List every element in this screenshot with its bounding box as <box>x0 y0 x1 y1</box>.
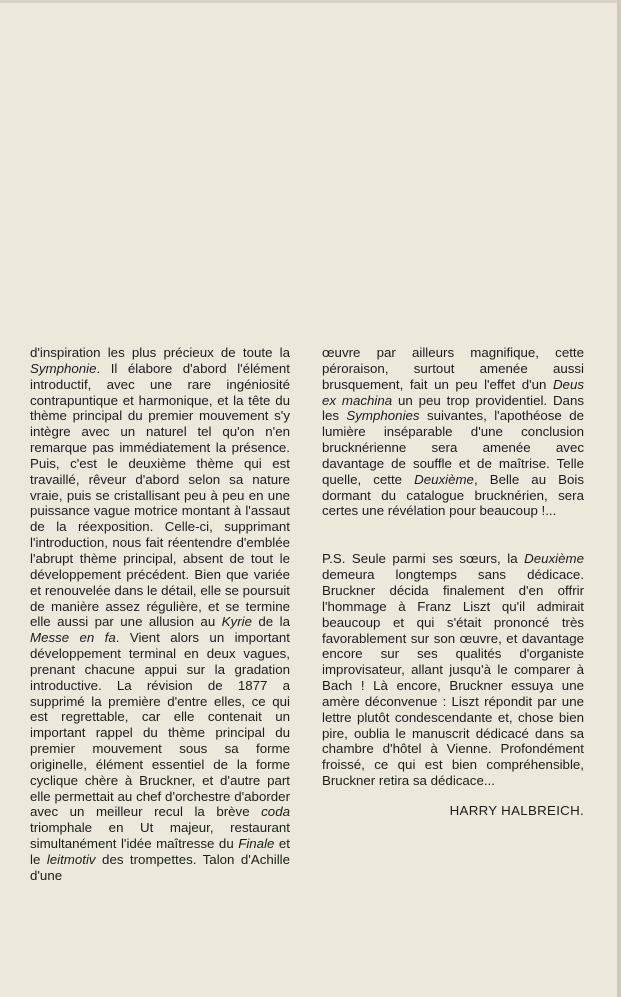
postscript-paragraph: P.S. Seule parmi ses sœurs, la Deuxième demeura longtemps sans dédicace. Bruckner décida finalement d'en offrir l'hommage à Franz Liszt qu'il admirait beaucoup et qui s'était prononcé très favorablement sur son œuvre, et davantage encore sur ses qualités d'organiste improvisateur, allant jusqu'à le comparer à Bach ! Là encore, Bruckner essuya une amère déconvenue : Liszt répondit par une lettre plutôt condescendante et, chose bien pire, oublia le manuscrit dédicacé dans sa chambre d'hôtel à Vienne. Profondément froissé, ce qui est bien compréhensible, Bruckner retira sa dédicace... <box>322 551 584 789</box>
right-column <box>322 345 584 819</box>
author-signature: HARRY HALBREICH. <box>449 802 584 818</box>
page-edge-right <box>617 0 621 997</box>
page-edge <box>0 0 621 3</box>
left-paragraph: d'inspiration les plus précieux de toute la Symphonie. Il élabore d'abord l'élément introductif, avec une rare ingéniosité contrapuntique et harmonique, et la tête du thème principal du premier mouvement s'y intègre avec un naturel tel qu'on n'en remarque pas immédiatement la présence. Puis, c'est le deuxième thème qui est travaillé, rêveur d'abord selon sa nature vraie, puis se cristallisant peu à peu en une puissance vague motrice montant à l'assaut de la réexposition. Celle-ci, supprimant l'introduction, nous fait réentendre d'emblée l'abrupt thème principal, absent de tout le développement précédent. Bien que variée et renouvelée dans le détail, elle se poursuit de manière assez régulière, et se termine elle aussi par une allusion au Kyrie de la Messe en fa. Vient alors un important développement terminal en deux vagues, prenant chacune appui sur la gradation introductive. La révision de 1877 a supprimé la première d'entre elles, ce qui est regrettable, car elle contenait un important rappel du thème principal du premier mouvement sous sa forme originelle, élément essentiel de la forme cyclique chère à Bruckner, et d'autre part elle permettait au chef d'orchestre d'aborder avec un meilleur recul la brève coda triomphale en Ut majeur, restaurant simultanément l'idée maîtresse du Finale et le leitmotiv des trompettes. Talon d'Achille d'une <box>30 345 290 883</box>
right-paragraph: œuvre par ailleurs magnifique, cette péroraison, surtout amenée aussi brusquement, fait un peu l'effet d'un Deus ex machina un peu trop providentiel. Dans les Symphonies suivantes, l'apothéose de lumière inséparable d'une conclusion brucknérienne sera amenée avec davantage de souffle et de maîtrise. Telle quelle, cette Deuxième, Belle au Bois dormant du catalogue brucknérien, sera certes une révélation pour beaucoup !... <box>322 345 584 519</box>
left-column <box>30 345 290 884</box>
